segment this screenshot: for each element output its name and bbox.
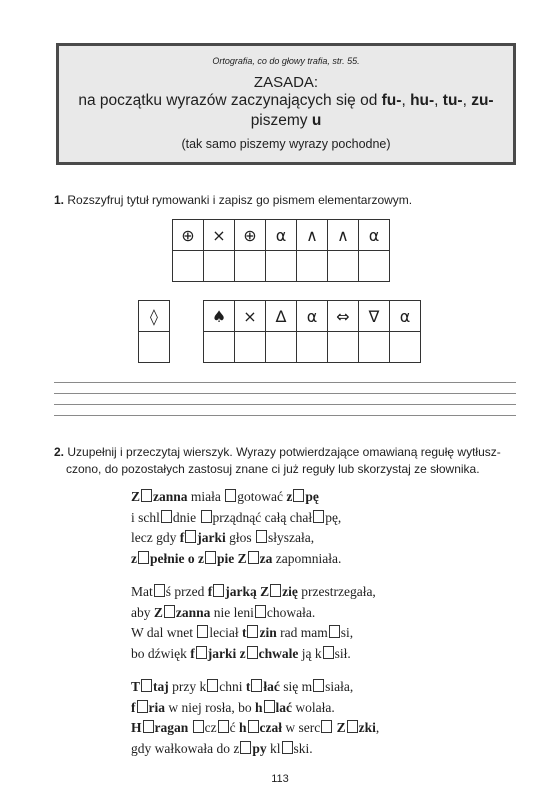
cipher-symbol-row: [173, 220, 390, 251]
poem-text: Mat: [131, 584, 153, 599]
poem-line: [131, 528, 379, 549]
cipher-symbol: α: [390, 301, 421, 332]
poem-text: pełnie o z: [150, 550, 204, 566]
poem-line: [131, 623, 379, 644]
cipher-symbol: ×: [204, 220, 235, 251]
poem-text: rad mam: [276, 625, 328, 640]
fill-in-box[interactable]: [251, 679, 262, 692]
poem-text: kl: [266, 740, 281, 756]
poem-text: jarki z: [207, 645, 246, 661]
fill-in-box[interactable]: [248, 720, 259, 733]
fill-in-box[interactable]: [323, 646, 334, 659]
poem-line: [131, 582, 379, 603]
poem-text: taj: [153, 679, 169, 694]
cipher-symbol: ⇔: [328, 301, 359, 332]
poem-text: się m: [279, 679, 313, 694]
poem-text: zin: [259, 625, 277, 640]
task-2-text-1: Uzupełnij i przeczytaj wierszyk. Wyrazy potwierdzające omawianą regułę wytłusz-: [67, 445, 501, 459]
task-2-number: 2.: [54, 445, 65, 459]
fill-in-box[interactable]: [164, 605, 175, 618]
rule-letter: u: [311, 112, 322, 129]
fill-in-box[interactable]: [207, 679, 218, 692]
fill-in-box[interactable]: [256, 530, 267, 543]
answer-cell[interactable]: [390, 332, 421, 363]
cipher-grid-1: [172, 219, 390, 282]
poem-text: Z: [336, 720, 346, 735]
separator: ,: [401, 92, 411, 109]
prefix-zu: zu-: [471, 92, 494, 109]
poem-stanza: [131, 487, 379, 569]
poem-text: t: [241, 625, 247, 640]
fill-in-box[interactable]: [197, 625, 208, 638]
fill-in-box[interactable]: [264, 700, 275, 713]
fill-in-box[interactable]: [282, 741, 293, 754]
task-1-number: 1.: [54, 193, 65, 207]
poem-line: [131, 549, 379, 570]
poem-text: siała,: [325, 679, 354, 694]
cipher-symbol: ∧: [328, 220, 359, 251]
writing-line: [54, 382, 516, 383]
poem-text: jarki: [197, 530, 226, 545]
cipher-grid-2a: [138, 300, 170, 363]
cipher-symbol: ×: [235, 301, 266, 332]
fill-in-box[interactable]: [329, 625, 340, 638]
fill-in-box[interactable]: [313, 679, 324, 692]
fill-in-box[interactable]: [143, 720, 154, 733]
answer-cell[interactable]: [204, 332, 235, 363]
fill-in-box[interactable]: [141, 679, 152, 692]
cipher-symbol: α: [359, 220, 390, 251]
poem-text: t: [245, 679, 251, 694]
cipher-symbol: α: [266, 220, 297, 251]
fill-in-box[interactable]: [247, 625, 258, 638]
poem-text: si,: [340, 625, 354, 640]
poem-text: [188, 720, 191, 735]
poem-text: pie Z: [217, 550, 247, 566]
fill-in-box[interactable]: [193, 720, 204, 733]
fill-in-box[interactable]: [205, 551, 216, 564]
fill-in-box[interactable]: [201, 510, 212, 523]
poem-text: leciał: [209, 625, 242, 640]
writing-lines[interactable]: [54, 382, 516, 426]
fill-in-box[interactable]: [247, 646, 258, 659]
poem-text: lecz gdy: [131, 530, 180, 545]
cipher-symbol-row: [139, 301, 170, 332]
poem-text: py: [252, 740, 267, 756]
fill-in-box[interactable]: [213, 584, 224, 597]
poem-text: w serc: [282, 720, 321, 735]
answer-cell[interactable]: [204, 251, 235, 282]
poem-stanza: [131, 677, 379, 759]
task-1-instruction: [54, 192, 412, 209]
rule-note: (tak samo piszemy wyrazy pochodne): [181, 137, 391, 151]
poem-text: f: [131, 699, 136, 715]
poem-text: cz: [204, 720, 217, 735]
cipher-symbol: ∇: [359, 301, 390, 332]
poem-text: ,: [375, 720, 380, 735]
cipher-symbol: ◊: [139, 301, 170, 332]
poem-line: [131, 739, 379, 760]
poem-text: chwale: [258, 645, 299, 661]
poem-text: gotować: [237, 489, 287, 504]
poem-text: ria: [148, 699, 165, 715]
poem-text: zki: [358, 720, 376, 735]
poem-text: wolała.: [292, 699, 335, 715]
page-number: 113: [271, 773, 289, 785]
poem-text: gdy wałkowała do z: [131, 740, 240, 756]
fill-in-box[interactable]: [240, 741, 251, 754]
rule-line-2-text: piszemy: [250, 112, 312, 129]
poem-line: [131, 698, 379, 719]
poem-text: z: [286, 489, 293, 504]
poem-text: lać: [275, 699, 293, 715]
separator: ,: [434, 92, 443, 109]
answer-cell[interactable]: [328, 251, 359, 282]
fill-in-box[interactable]: [161, 510, 172, 523]
writing-line: [54, 415, 516, 416]
poem-line: [131, 508, 379, 529]
rule-line-1-text: na początku wyrazów zaczynających się od: [78, 92, 382, 109]
answer-cell[interactable]: [359, 332, 390, 363]
poem-text: f: [179, 530, 185, 545]
cipher-grid-2b: [203, 300, 421, 363]
cipher-symbol: ⊕: [235, 220, 266, 251]
poem-text: przy k: [168, 679, 207, 694]
prefix-tu: tu-: [442, 92, 463, 109]
answer-cell[interactable]: [235, 251, 266, 282]
separator: ,: [462, 92, 472, 109]
poem-text: T: [131, 679, 141, 694]
poem-text: łać: [263, 679, 280, 694]
poem-text: w niej rosła, bo: [165, 699, 255, 715]
fill-in-box[interactable]: [218, 720, 229, 733]
cipher-symbol-row: [204, 301, 421, 332]
answer-cell[interactable]: [139, 332, 170, 363]
cipher-symbol: ♠: [204, 301, 235, 332]
poem-text: H: [131, 720, 142, 735]
poem-text: W dal wnet: [131, 625, 197, 640]
poem-text: słyszała,: [268, 530, 315, 545]
prefix-hu: hu-: [410, 92, 435, 109]
poem-text: h: [239, 720, 247, 735]
poem-text: chowała.: [266, 604, 316, 620]
writing-line: [54, 404, 516, 405]
rule-line-2: [59, 111, 513, 131]
fill-in-box[interactable]: [313, 510, 324, 523]
fill-in-box[interactable]: [225, 489, 236, 502]
poem-text: za: [259, 550, 273, 566]
rule-box: [56, 43, 516, 165]
poem-text: ski.: [293, 740, 313, 756]
poem-line: [131, 644, 379, 665]
cipher-symbol: α: [297, 301, 328, 332]
rule-title: ZASADA:: [253, 74, 319, 91]
poem-stanza: [131, 582, 379, 664]
poem-text: miała: [187, 489, 225, 504]
poem-line: [131, 487, 379, 508]
fill-in-box[interactable]: [293, 489, 304, 502]
answer-cell[interactable]: [328, 332, 359, 363]
poem-text: głos: [225, 530, 255, 545]
poem-line: [131, 718, 379, 739]
fill-in-box[interactable]: [321, 720, 332, 733]
poem-text: i schl: [131, 509, 160, 525]
poem-text: ś przed: [165, 584, 208, 599]
poem-text: sił.: [334, 645, 351, 661]
answer-cell[interactable]: [359, 251, 390, 282]
poem-text: f: [190, 645, 195, 661]
fill-in-box[interactable]: [255, 605, 266, 618]
answer-cell[interactable]: [297, 251, 328, 282]
fill-in-box[interactable]: [137, 700, 148, 713]
poem-text: Z: [131, 489, 141, 504]
answer-cell[interactable]: [173, 251, 204, 282]
poem-text: nie leni: [210, 604, 254, 620]
poem: [131, 487, 379, 772]
poem-text: ć: [229, 720, 239, 735]
poem-text: pę,: [325, 509, 342, 525]
answer-row: [139, 332, 170, 363]
task-2-line-1: [54, 444, 516, 461]
fill-in-box[interactable]: [154, 584, 165, 597]
poem-text: pę: [305, 489, 319, 504]
poem-text: zanna: [175, 604, 211, 620]
task-2-instruction: [54, 444, 516, 478]
poem-text: zię: [282, 584, 298, 599]
answer-cell[interactable]: [297, 332, 328, 363]
poem-text: czał: [259, 720, 283, 735]
poem-text: dnie: [172, 509, 200, 525]
poem-text: ragan: [154, 720, 189, 735]
poem-text: h: [255, 699, 263, 715]
poem-text: prządnąć całą chał: [212, 509, 313, 525]
fill-in-box[interactable]: [196, 646, 207, 659]
poem-text: ją k: [298, 645, 322, 661]
poem-text: bo dźwięk: [131, 645, 191, 661]
answer-cell[interactable]: [266, 251, 297, 282]
fill-in-box[interactable]: [347, 720, 358, 733]
writing-line: [54, 393, 516, 394]
cipher-symbol: ∧: [297, 220, 328, 251]
poem-text: przestrzegała,: [297, 584, 376, 599]
poem-text: Z: [153, 604, 163, 620]
prefix-fu: fu-: [381, 92, 402, 109]
task-1-text: Rozszyfruj tytuł rymowanki i zapisz go pismem elementarzowym.: [67, 193, 413, 207]
fill-in-box[interactable]: [138, 551, 149, 564]
answer-cell[interactable]: [266, 332, 297, 363]
rule-line-1: [59, 91, 513, 111]
answer-cell[interactable]: [235, 332, 266, 363]
answer-row: [173, 251, 390, 282]
poem-text: z: [131, 550, 137, 566]
poem-text: aby: [131, 604, 154, 620]
poem-text: zanna: [153, 489, 188, 504]
fill-in-box[interactable]: [270, 584, 281, 597]
fill-in-box[interactable]: [248, 551, 259, 564]
fill-in-box[interactable]: [141, 489, 152, 502]
poem-line: [131, 677, 379, 698]
answer-row: [204, 332, 421, 363]
cipher-symbol: ⊕: [173, 220, 204, 251]
poem-text: f: [207, 584, 213, 599]
rule-source: Ortografia, co do głowy trafia, str. 55.: [212, 56, 360, 66]
poem-text: jarką Z: [225, 584, 270, 599]
task-2-line-2: czono, do pozostałych zastosuj znane ci już reguły lub skorzystaj ze słownika.: [66, 462, 480, 476]
fill-in-box[interactable]: [185, 530, 196, 543]
poem-text: zapomniała.: [272, 550, 342, 566]
poem-line: [131, 603, 379, 624]
cipher-symbol: ∆: [266, 301, 297, 332]
poem-text: chni: [219, 679, 246, 694]
